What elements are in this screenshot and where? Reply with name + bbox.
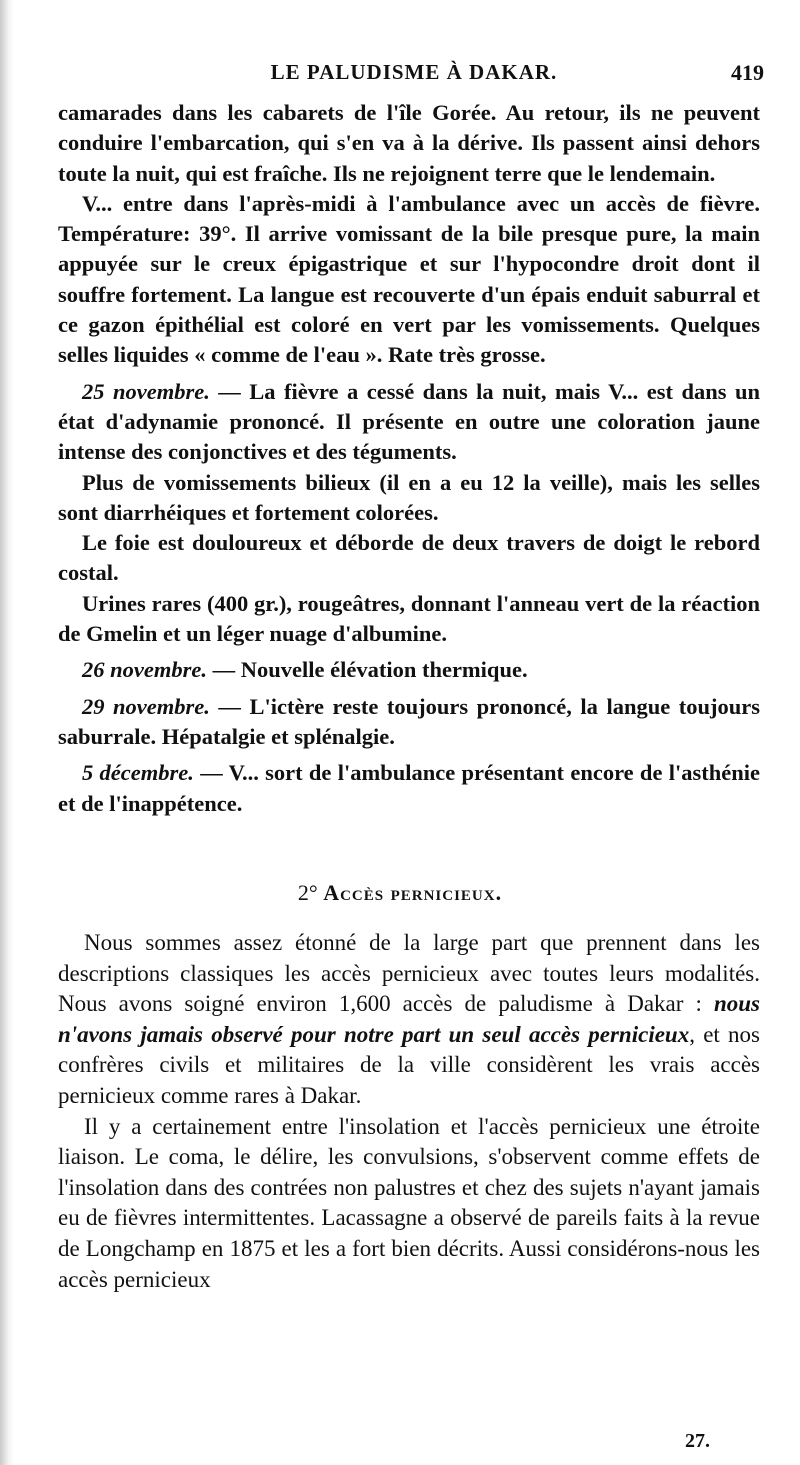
case-report: [58, 98, 760, 819]
entry-text: — La fièvre a cessé dans la nuit, mais V... est dans un état d'adynamie prononcé. Il présente en outre une coloration jaune intense des conjonctives et des téguments.: [58, 378, 760, 465]
paragraph: Plus de vomissements bilieux (il en a eu 12 la veille), mais les selles sont diarrhéiques et fortement colorées.: [58, 469, 760, 525]
dated-entry: [58, 377, 760, 468]
entry-date: 26 novembre.: [82, 657, 207, 683]
entry-date: 29 novembre.: [82, 693, 210, 719]
dated-entry: [58, 655, 760, 685]
paragraph: Urines rares (400 gr.), rougeâtres, donnant l'anneau vert de la réaction de Gmelin et un léger nuage d'albumine.: [58, 590, 760, 647]
running-header: [58, 60, 770, 90]
paragraph-text: Nous sommes assez étonné de la large part que prennent dans les descriptions classiques les accès pernicieux avec toutes leurs modalités. Nous avons soigné environ 1,600 accès de paludisme à Dakar :: [58, 930, 760, 1017]
paragraph: [58, 928, 760, 1112]
paragraph: Il y a certainement entre l'insolation et l'accès pernicieux une étroite liaison. Le coma, le délire, les convulsions, s'observent comme effets de l'insolation dans des contrées non palustres et chez des sujets n'ayant jamais eu de fièvres intermittentes. Lacassagne a observé de pareils faits à la revue de Longchamp en 1875 et les a fort bien décrits. Aussi considérons-nous les accès pernicieux: [58, 1113, 760, 1292]
entry-date: 5 décembre.: [82, 760, 194, 786]
entry-text: — L'ictère reste toujours prononcé, la langue toujours saburrale. Hépatalgie et splénalgie.: [58, 693, 760, 749]
paragraph: camarades dans les cabarets de l'île Gorée. Au retour, ils ne peuvent conduire l'embarcation, qui s'en va à la dérive. Ils passent ainsi dehors toute la nuit, qui est fraîche. Ils ne rejoignent terre que le lendemain.: [58, 100, 760, 186]
paragraph: V... entre dans l'après-midi à l'ambulance avec un accès de fièvre. Température: 39°. Il arrive vomissant de la bile presque pure, la main appuyée sur le creux épigastrique et sur l'hypocondre droit dont il souffre fortement. La langue est recouverte d'un épais enduit saburral et ce gazon épithélial est coloré en vert par les vomissements. Quelques selles liquides « comme de l'eau ». Rate très grosse.: [58, 190, 760, 368]
section-title: Accès pernicieux.: [323, 880, 503, 905]
dated-entry: [58, 758, 760, 819]
page-number: 419: [731, 60, 764, 85]
paragraph-text: , et nos confrères civils et militaires de la ville considèrent les vrais accès pernicieux comme rares à Dakar.: [58, 1021, 760, 1108]
entry-text: — Nouvelle élévation thermique.: [206, 657, 528, 683]
entry-text: — V... sort de l'ambulance présentant encore de l'asthénie et de l'inappétence.: [58, 760, 760, 816]
page-edge-shadow: [0, 0, 14, 1465]
emphasis-text: nous n'avons jamais observé pour notre part un seul accès pernicieux: [58, 991, 760, 1047]
dated-entry: [58, 692, 760, 753]
section-body: [58, 928, 760, 1295]
entry-date: 25 novembre.: [82, 378, 210, 404]
paragraph: Le foie est douloureux et déborde de deux travers de doigt le rebord costal.: [58, 530, 760, 586]
signature-mark: 27.: [685, 1430, 710, 1452]
section-heading: [0, 880, 800, 906]
section-number: 2°: [297, 880, 318, 905]
running-title: LE PALUDISME À DAKAR.: [270, 60, 558, 84]
